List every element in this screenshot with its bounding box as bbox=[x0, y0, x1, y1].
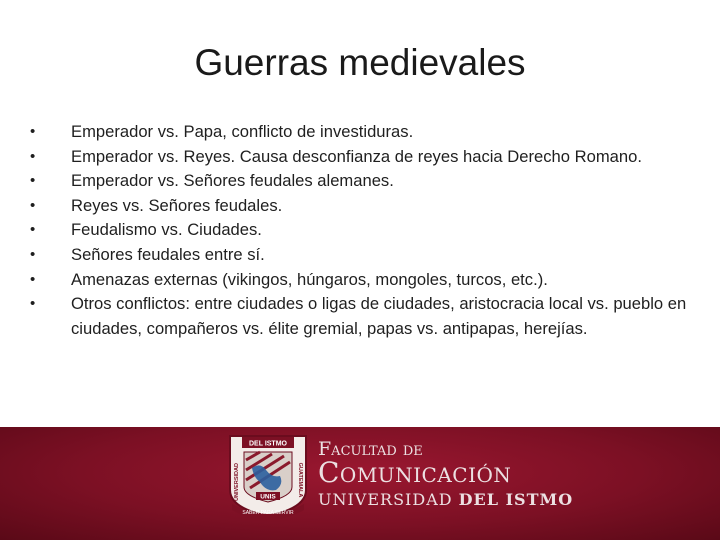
bullet-text: Emperador vs. Papa, conflicto de investiduras. bbox=[71, 122, 414, 141]
university-seal-logo bbox=[226, 432, 310, 522]
bullet-item bbox=[30, 268, 700, 293]
bullet-item bbox=[30, 243, 700, 268]
bullet-icon: • bbox=[30, 123, 36, 140]
bullet-text: Señores feudales entre sí. bbox=[71, 244, 265, 264]
seal-center-text: UNIS bbox=[260, 493, 276, 501]
university-name-bold: DEL ISTMO bbox=[458, 490, 574, 509]
bullet-text: Amenazas externas (vikingos, húngaros, mongoles, turcos, etc.). bbox=[71, 269, 548, 289]
seal-top-text: DEL ISTMO bbox=[249, 440, 287, 448]
seal-right-text: GUATEMALA bbox=[297, 462, 303, 498]
bullet-text: Otros conflictos: entre ciudades o ligas de ciudades, aristocracia local vs. pueblo en ciudades, compañeros vs. élite gremial, papas vs. antipapas, herejías. bbox=[71, 294, 687, 338]
bullet-item bbox=[30, 169, 700, 194]
bullet-icon: • bbox=[30, 172, 36, 190]
bullet-item bbox=[30, 218, 700, 243]
bullet-text: Emperador vs. Reyes. Causa desconfianza de reyes hacia Derecho Romano. bbox=[71, 146, 642, 166]
university-name-regular: UNIVERSIDAD bbox=[318, 490, 453, 509]
slide-title: Guerras medievales bbox=[194, 42, 526, 83]
bullet-item bbox=[30, 145, 700, 170]
seal-left-text: UNIVERSIDAD bbox=[234, 463, 240, 501]
bullet-icon: • bbox=[30, 270, 36, 288]
bullet-text: Emperador vs. Señores feudales alemanes. bbox=[71, 171, 394, 191]
bullet-icon: • bbox=[30, 147, 36, 165]
bullet-icon: • bbox=[30, 245, 36, 263]
bullet-list bbox=[30, 120, 700, 341]
bullet-item bbox=[30, 120, 700, 145]
university-name bbox=[318, 490, 573, 509]
bullet-icon: • bbox=[30, 221, 36, 239]
bullet-icon: • bbox=[30, 196, 36, 214]
faculty-line: Facultad de bbox=[318, 438, 423, 460]
bullet-icon: • bbox=[30, 295, 36, 313]
faculty-name: Comunicación bbox=[318, 456, 512, 489]
seal-motto-text: SABER PARA SERVIR bbox=[242, 510, 294, 516]
bullet-item bbox=[30, 292, 700, 341]
bullet-text: Feudalismo vs. Ciudades. bbox=[71, 220, 262, 240]
bullet-item bbox=[30, 194, 700, 219]
bullet-text: Reyes vs. Señores feudales. bbox=[71, 195, 283, 215]
